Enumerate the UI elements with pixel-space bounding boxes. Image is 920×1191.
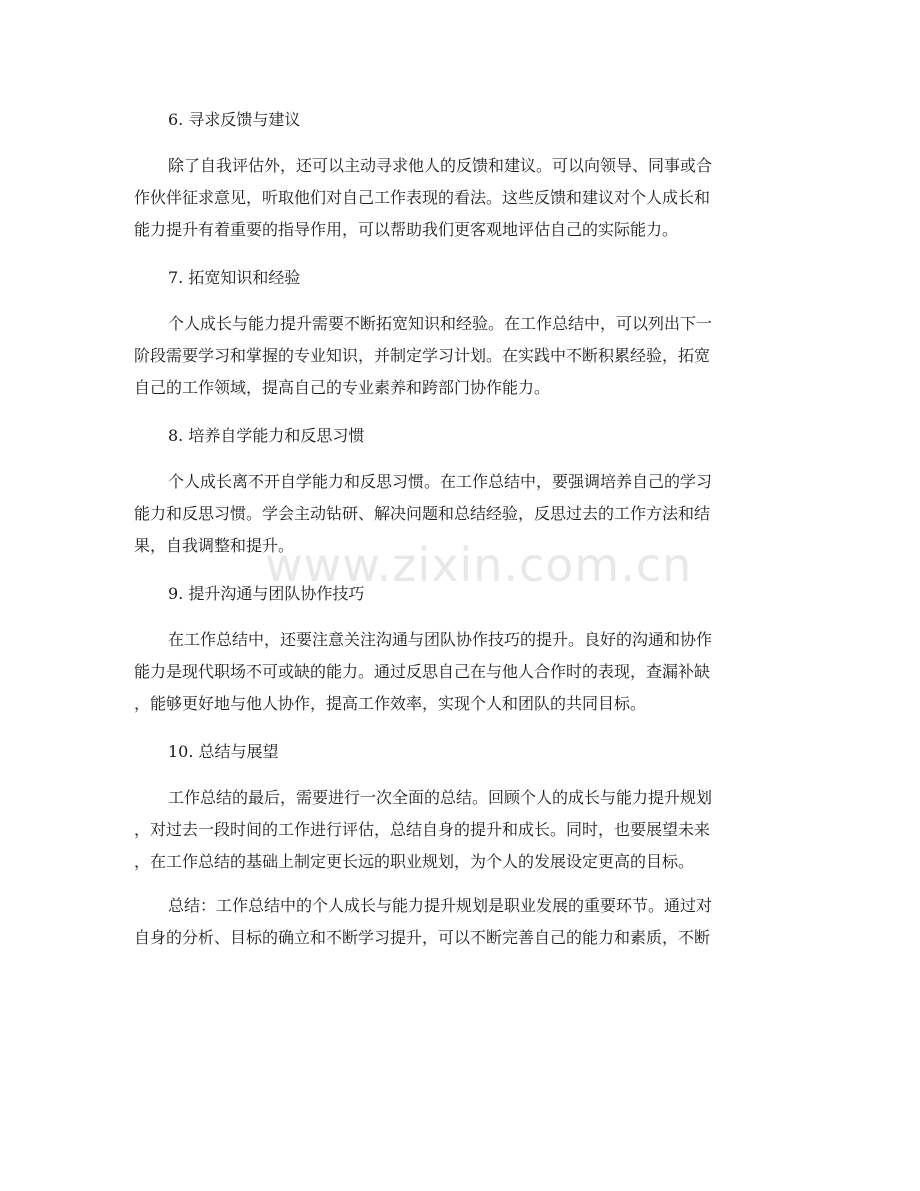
paragraph-line: 能力是现代职场不可或缺的能力。通过反思自己在与他人合作时的表现，查漏补缺	[134, 662, 711, 681]
paragraph-line: 果，自我调整和提升。	[134, 536, 295, 555]
paragraph-line: 在工作总结中，还要注意关注沟通与团队协作技巧的提升。良好的沟通和协作	[168, 630, 713, 649]
paragraph-line: 能力和反思习惯。学会主动钻研、解决问题和总结经验，反思过去的工作方法和结	[134, 504, 711, 523]
paragraph-line: 总结：工作总结中的个人成长与能力提升规划是职业发展的重要环节。通过对	[168, 896, 713, 915]
watermark-text: www.zixin.com.cn	[265, 538, 693, 592]
paragraph-line: ，在工作总结的基础上制定更长远的职业规划，为个人的发展设定更高的目标。	[134, 852, 695, 871]
document-body	[134, 100, 786, 966]
paragraph-line: ，对过去一段时间的工作进行评估，总结自身的提升和成长。同时，也要展望未来	[134, 820, 711, 839]
section-heading-9: 9. 提升沟通与团队协作技巧	[168, 584, 365, 603]
section-paragraph-9	[134, 624, 786, 720]
paragraph-line: 能力提升有着重要的指导作用，可以帮助我们更客观地评估自己的实际能力。	[134, 220, 679, 239]
paragraph-line: 除了自我评估外，还可以主动寻求他人的反馈和建议。可以向领导、同事或合	[168, 156, 713, 175]
paragraph-line: 自己的工作领域，提高自己的专业素养和跨部门协作能力。	[134, 378, 551, 397]
section-paragraph-8	[134, 466, 786, 562]
paragraph-line: 工作总结的最后，需要进行一次全面的总结。回顾个人的成长与能力提升规划	[168, 788, 713, 807]
section-paragraph-7	[134, 308, 786, 404]
paragraph-line: 作伙伴征求意见，听取他们对自己工作表现的看法。这些反馈和建议对个人成长和	[134, 188, 711, 207]
section-heading-8: 8. 培养自学能力和反思习惯	[168, 426, 365, 445]
section-heading-10: 10. 总结与展望	[168, 742, 279, 761]
section-paragraph-6	[134, 150, 786, 246]
section-paragraph-10	[134, 782, 786, 878]
paragraph-line: 自身的分析、目标的确立和不断学习提升，可以不断完善自己的能力和素质，不断	[134, 928, 711, 947]
paragraph-line: 阶段需要学习和掌握的专业知识，并制定学习计划。在实践中不断积累经验，拓宽	[134, 346, 711, 365]
paragraph-line: 个人成长离不开自学能力和反思习惯。在工作总结中，要强调培养自己的学习	[168, 472, 713, 491]
section-heading-7: 7. 拓宽知识和经验	[168, 268, 301, 287]
section-heading-6: 6. 寻求反馈与建议	[168, 110, 301, 129]
paragraph-line: 个人成长与能力提升需要不断拓宽知识和经验。在工作总结中，可以列出下一	[168, 314, 713, 333]
conclusion-paragraph	[134, 890, 786, 954]
paragraph-line: ，能够更好地与他人协作，提高工作效率，实现个人和团队的共同目标。	[134, 694, 647, 713]
